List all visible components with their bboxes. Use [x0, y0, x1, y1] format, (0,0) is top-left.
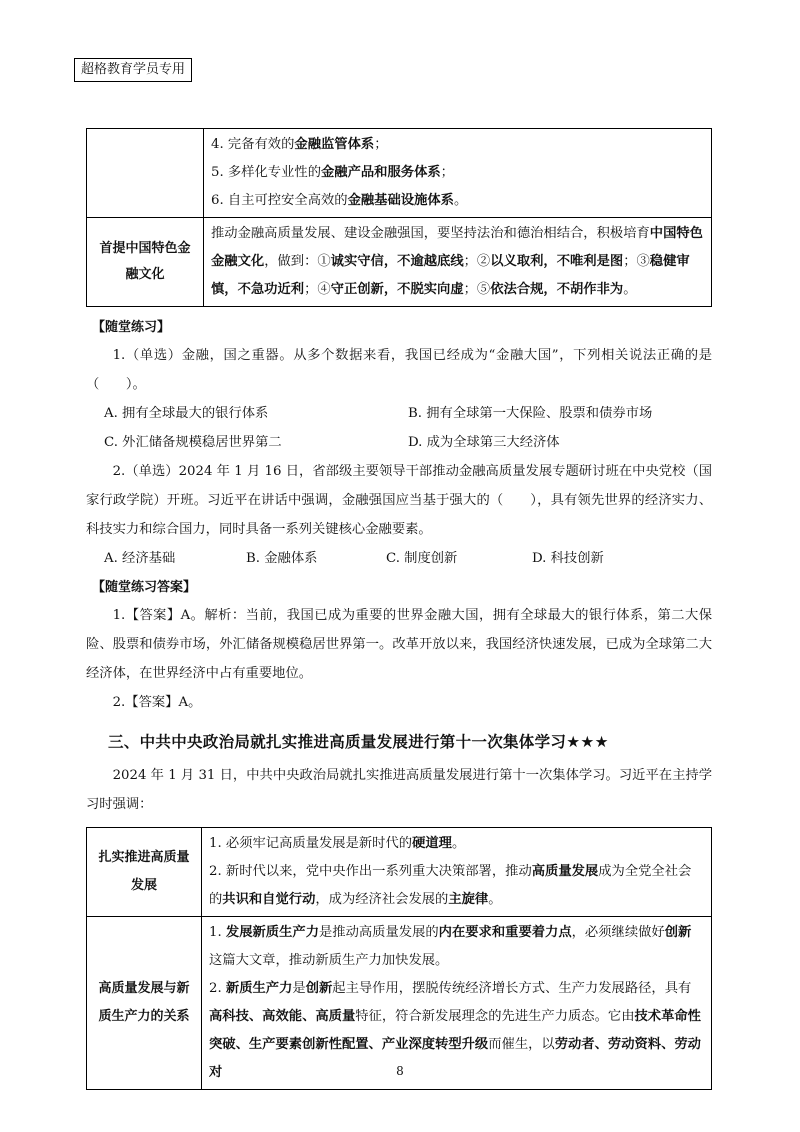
text-run: 是推动高质量发展的 [319, 925, 439, 940]
bold-term: 以义取利，不唯利是图 [490, 254, 624, 269]
bold-term: 金融产品和服务体系 [321, 165, 441, 180]
text-run: 2. 新时代以来，党中央作出一系列重大决策部署，推动 [209, 864, 532, 879]
rich-line [211, 131, 704, 159]
bold-term: 诚实守信，不逾越底线 [330, 254, 464, 269]
bold-term: 稳健审慎，不急功近利 [211, 254, 690, 297]
text-run: 。 [488, 892, 502, 907]
bold-term: 金融监管体系 [294, 137, 375, 152]
table-cell [204, 218, 712, 307]
table-label: 扎实推进高质量发展 [87, 828, 202, 917]
text-run: 推动金融高质量发展、建设金融强国，要坚持法治和德治相结合，积极培育 [211, 226, 650, 241]
text-run: 是 [292, 981, 306, 996]
text-run: 特征，符合新发展理念的先进生产力质态。它由 [355, 1009, 635, 1024]
header-tag: 超格教育学员专用 [74, 58, 192, 82]
bold-term: 金融基础设施体系 [347, 193, 454, 208]
section-3-intro: 2024 年 1 月 31 日，中共中央政治局就扎实推进高质量发展进行第十一次集体学习。习近平在主持学习时强调： [86, 768, 712, 812]
text-run: 而催生，以 [488, 1037, 555, 1052]
text-run: 起主导作用，摆脱传统经济增长方式、生产力发展路径，具有 [332, 981, 692, 996]
text-run: 。 [451, 836, 466, 851]
option: A. 拥有全球最大的银行体系 [104, 406, 269, 421]
table-label: 高质量发展与新质生产力的关系 [87, 917, 202, 1090]
bold-term: 主旋律 [448, 892, 489, 907]
question-2-stem: 2.（单选）2024 年 1 月 16 日，省部级主要领导干部推动金融高质量发展专题研讨班在中央党校（国家行政学院）开班。习近平在讲话中强调，金融强国应当基于强大的（ ），具有领先世界的经济实力、科技实力和综合国力，同时具备一系列关键核心金融要素。 [86, 464, 712, 537]
bold-term: 新质生产力 [225, 981, 293, 996]
option: A. 经济基础 [104, 551, 176, 566]
table-cell [204, 129, 712, 218]
text-run: ；④ [304, 282, 331, 297]
text-run: ，必须继续做好 [571, 925, 665, 940]
text-run: ；⑤ [463, 282, 491, 297]
option: B. 拥有全球第一大保险、股票和债券市场 [408, 406, 653, 421]
option: B. 金融体系 [246, 551, 318, 566]
rich-line [211, 220, 704, 304]
text-run: 1. 必须牢记高质量发展是新时代的 [209, 836, 413, 851]
bold-term: 守正创新，不脱实向虚 [330, 282, 464, 297]
option: D. 成为全球第三大经济体 [408, 435, 560, 450]
bold-term: 内在要求和重要着力点 [438, 925, 572, 940]
question-2-options-row [86, 544, 712, 573]
text-run: 2. [209, 981, 226, 996]
text-run: ，做到：① [264, 254, 331, 269]
text-run: 4. 完备有效的 [211, 137, 295, 152]
bold-term: 高质量发展 [531, 864, 599, 879]
text-run: 5. 多样化专业性的 [211, 165, 321, 180]
option: C. 制度创新 [386, 551, 458, 566]
answers-title: 【随堂练习答案】 [92, 580, 197, 595]
table-row [87, 218, 712, 307]
bold-term: 发展新质生产力 [225, 925, 319, 940]
bold-term: 创新 [305, 981, 333, 996]
bold-term: 共识和自觉行动 [222, 892, 316, 907]
finance-system-table [86, 128, 712, 307]
bold-term: 依法合规，不胡作非为 [490, 282, 624, 297]
text-run: ；② [463, 254, 491, 269]
page-body [86, 128, 712, 1090]
bold-term: 高科技、高效能、高质量 [209, 1009, 356, 1024]
option: C. 外汇储备规模稳居世界第二 [104, 435, 282, 450]
text-run: 这篇大文章，推动新质生产力加快发展。 [209, 953, 449, 968]
question-1-options-row [86, 399, 712, 428]
question-1-options-row [86, 428, 712, 457]
bold-term: 创新 [664, 925, 692, 940]
text-run: ，成为经济社会发展的 [315, 892, 449, 907]
text-run: ； [440, 165, 454, 180]
bold-term: 中国特色金融文化 [211, 226, 703, 269]
rich-line [209, 830, 704, 858]
page-number: 8 [396, 1064, 404, 1078]
text-run: ； [374, 137, 388, 152]
table-row [87, 129, 712, 218]
table-label: 首提中国特色金融文化 [87, 218, 204, 307]
text-run: ；③ [623, 254, 650, 269]
answer-1: 1.【答案】A。解析：当前，我国已成为重要的世界金融大国，拥有全球最大的银行体系，第二大保险、股票和债券市场，外汇储备规模稳居世界第一。改革开放以来，我国经济快速发展，已成为全球第二大经济体，在世界经济中占有重要地位。 [86, 608, 712, 681]
quality-development-table [86, 827, 712, 1090]
option: D. 科技创新 [532, 551, 604, 566]
text-run: 6. 自主可控安全高效的 [211, 193, 348, 208]
text-run: 1. [209, 925, 226, 940]
bold-term: 劳动者、劳动资料、劳动对 [209, 1037, 701, 1080]
rich-line [209, 858, 704, 914]
section-3-title: 三、中共中央政治局就扎实推进高质量发展进行第十一次集体学习★★★ [108, 733, 609, 751]
rich-line [211, 187, 704, 215]
bold-term: 技术革命性突破、生产要素创新性配置、产业深度转型升级 [209, 1009, 701, 1052]
table-row [87, 828, 712, 917]
text-run: 。 [623, 282, 637, 297]
answer-2: 2.【答案】A。 [112, 695, 202, 710]
table-cell [202, 828, 712, 917]
rich-line [209, 919, 704, 975]
question-1-stem: 1.（单选）金融，国之重器。从多个数据来看，我国已经成为“金融大国”，下列相关说法正确的是（ ）。 [86, 348, 712, 392]
table-label-empty [87, 129, 204, 218]
bold-term: 硬道理 [412, 836, 452, 851]
rich-line [211, 159, 704, 187]
text-run: 成为全党全社会的 [209, 864, 692, 907]
practice-title: 【随堂练习】 [92, 320, 171, 335]
text-run: 。 [453, 193, 468, 208]
